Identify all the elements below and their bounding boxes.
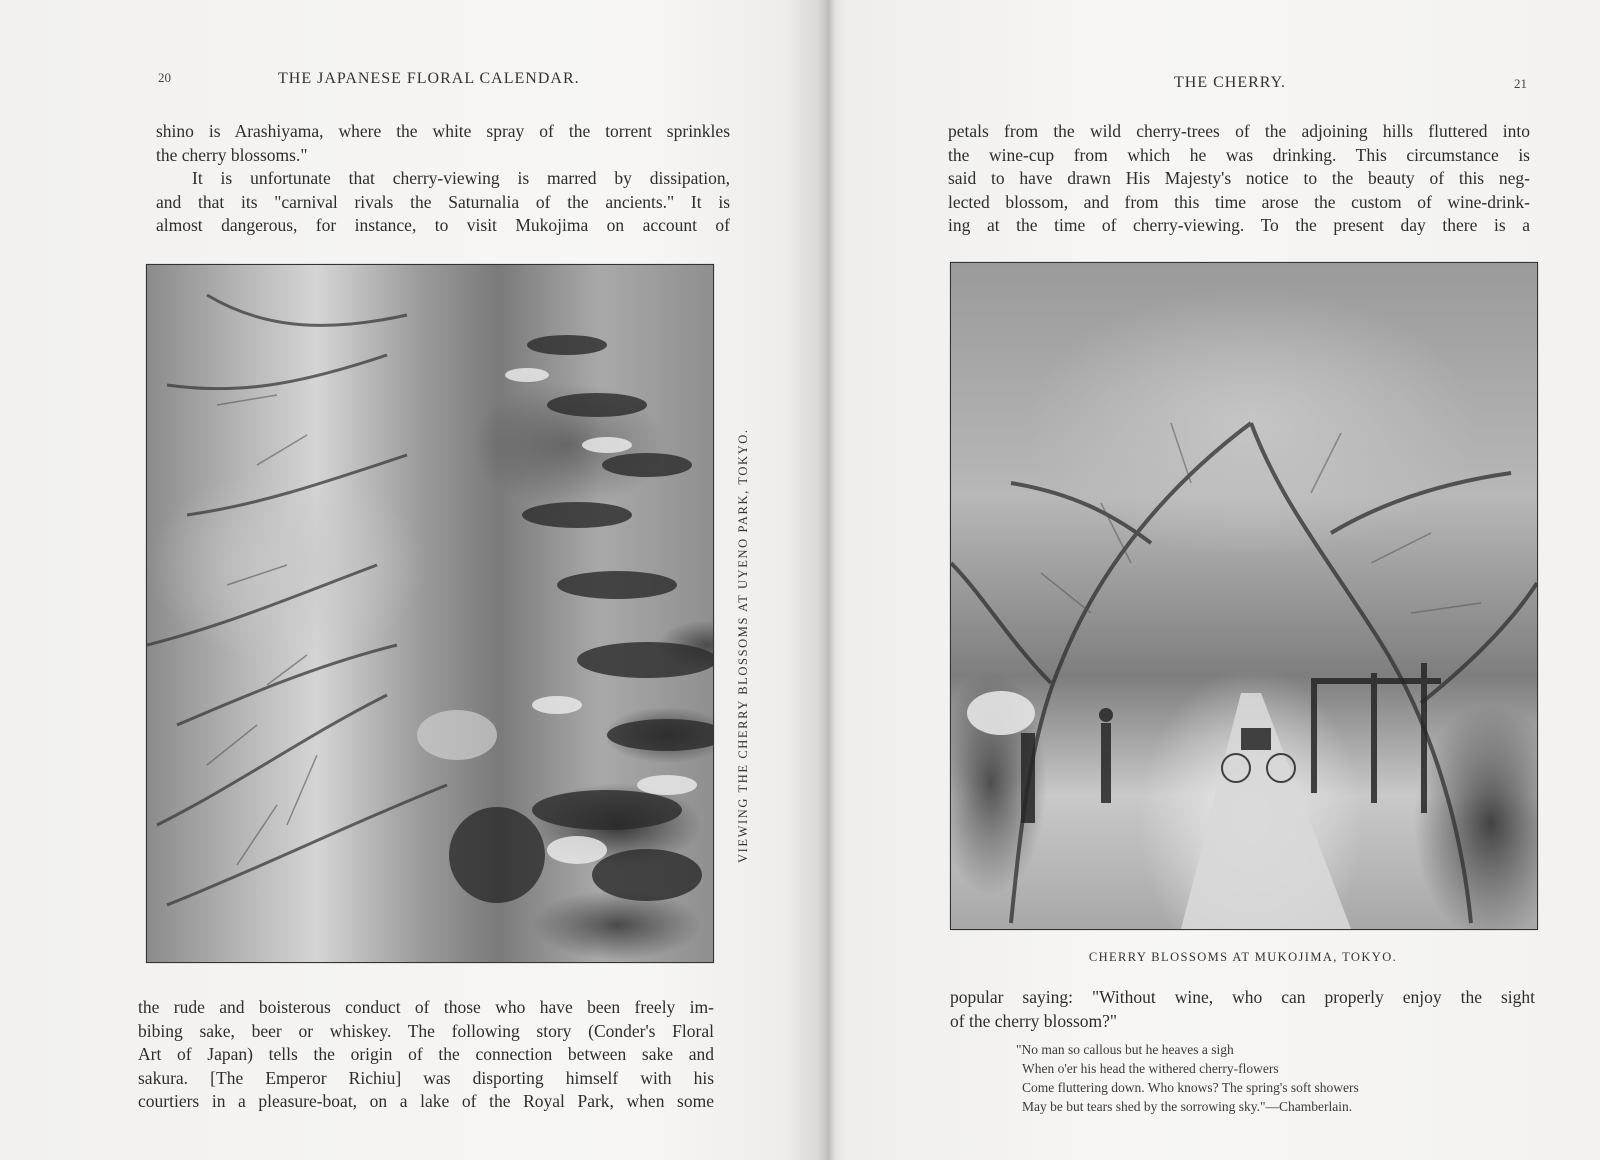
poem-line: Come fluttering down. Who knows? The spring's soft showers bbox=[1022, 1080, 1359, 1095]
text-line: shino is Arashiyama, where the white spray of the torrent sprinkles bbox=[156, 121, 730, 141]
text-line: lected blossom, and from this time arose the custom of wine-drink- bbox=[948, 191, 1530, 212]
poem-line: May be but tears shed by the sorrowing sky."—Chamberlain. bbox=[1022, 1099, 1353, 1114]
left-running-head: THE JAPANESE FLORAL CALENDAR. bbox=[278, 70, 580, 87]
text-line: the wine-cup from which he was drinking. This circumstance is bbox=[948, 144, 1530, 165]
text-line: courtiers in a pleasure-boat, on a lake of the Royal Park, when some bbox=[138, 1091, 714, 1111]
left-top-text bbox=[156, 120, 730, 238]
text-line: It is unfortunate that cherry-viewing is marred by dissipation, bbox=[192, 168, 730, 188]
text-line: popular saying: "Without wine, who can properly enjoy the sight bbox=[950, 987, 1535, 1007]
text-line: bibing sake, beer or whiskey. The following story (Conder's Floral bbox=[138, 1020, 714, 1041]
right-bottom-text bbox=[950, 986, 1535, 1033]
text-line: petals from the wild cherry-trees of the adjoining hills fluttered into bbox=[948, 121, 1530, 141]
left-photo-caption: VIEWING THE CHERRY BLOSSOMS AT UYENO PARK, TOKYO. bbox=[736, 428, 750, 863]
left-page-number: 20 bbox=[158, 70, 171, 85]
book-gutter bbox=[818, 0, 836, 1160]
right-photo-caption: CHERRY BLOSSOMS AT MUKOJIMA, TOKYO. bbox=[1088, 950, 1398, 964]
poem-block bbox=[1016, 1040, 1522, 1116]
text-line: said to have drawn His Majesty's notice to the beauty of this neg- bbox=[948, 168, 1530, 188]
photo-uyeno-park-illustration bbox=[147, 265, 713, 962]
text-line: ing at the time of cherry-viewing. To the present day there is a bbox=[948, 215, 1530, 235]
text-line: of the cherry blossom?" bbox=[950, 1010, 1118, 1031]
text-line: sakura. [The Emperor Richiu] was disporting himself with his bbox=[138, 1067, 714, 1088]
poem-line: When o'er his head the withered cherry-flowers bbox=[1022, 1061, 1279, 1076]
text-line: almost dangerous, for instance, to visit Mukojima on account of bbox=[156, 215, 730, 235]
right-top-text bbox=[948, 120, 1530, 238]
left-bottom-text bbox=[138, 996, 714, 1114]
right-page-number: 21 bbox=[1514, 76, 1527, 91]
photo-mukojima-illustration bbox=[951, 263, 1537, 929]
text-line: the cherry blossoms." bbox=[156, 144, 308, 165]
text-line: the rude and boisterous conduct of those who have been freely im- bbox=[138, 997, 714, 1017]
photo-mukojima bbox=[950, 262, 1538, 930]
poem-line: "No man so callous but he heaves a sigh bbox=[1016, 1042, 1234, 1057]
photo-uyeno-park bbox=[146, 264, 714, 963]
text-line: Art of Japan) tells the origin of the connection between sake and bbox=[138, 1044, 714, 1064]
right-running-head: THE CHERRY. bbox=[1174, 74, 1287, 91]
text-line: and that its "carnival rivals the Saturnalia of the ancients." It is bbox=[156, 191, 730, 212]
